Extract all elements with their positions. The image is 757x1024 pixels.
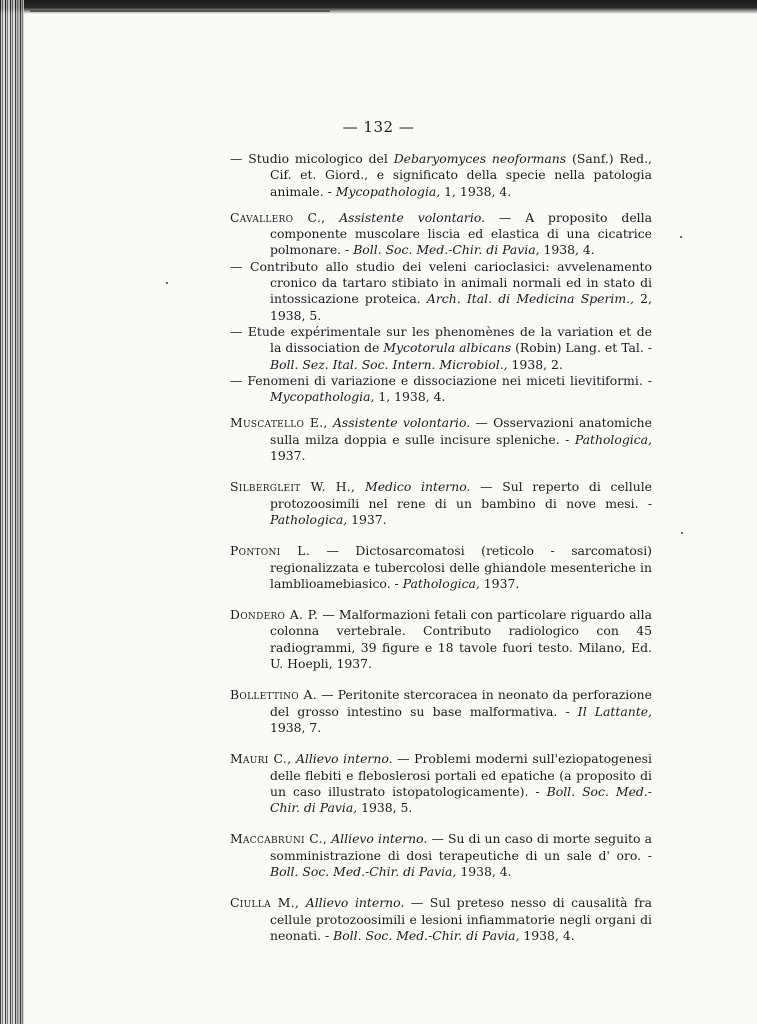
- author-name: Pontoni L.: [230, 543, 311, 559]
- entry-text: — Malformazioni fetali con particolare riguardo alla colonna vertebrale. Contributo radiologico con 45 radiogrammi, 39 figure e 18 tavole fuori testo. Milano, Ed. U. Hoepli, 1937.: [270, 607, 652, 672]
- list-item: [230, 831, 652, 880]
- entry-text: Studio micologico del: [248, 151, 394, 166]
- list-item: [230, 687, 652, 736]
- entry-text: 1937.: [270, 448, 306, 464]
- scan-speck: [681, 532, 683, 534]
- entry-text: (Sanf.) Red., Cif. et. Giord., e significato della specie nella patologia animale. -: [270, 151, 652, 199]
- entry-text: — Sul reperto di cellule protozoosimili nel rene di un bambino di nove mesi. -: [270, 479, 653, 511]
- entry-text: — Dictosarcomatosi (reticolo - sarcomatosi) regionalizzata e tubercolosi delle ghiandole mesenteriche in lamblioamebiasico. -: [270, 543, 652, 591]
- author-name: Dondero A. P.: [230, 607, 319, 623]
- entry-text: 2, 1938, 5.: [270, 291, 652, 323]
- list-item: [230, 607, 652, 672]
- author-name: Cavallero C.,: [230, 209, 326, 225]
- entry-text: 1938, 4.: [456, 863, 512, 879]
- journal-title: Arch. Ital. di Medicina Sperim.,: [426, 291, 634, 307]
- entry-text: — Peritonite stercoracea in neonato da perforazione del grosso intestino su base malformativa. -: [270, 687, 652, 719]
- list-item: [230, 479, 652, 528]
- entry-italic: Debaryomyces neoformans: [393, 151, 567, 166]
- entry-text: — Problemi moderni sull'eziopatogenesi delle flebiti e fleboslerosi portali ed epatiche (a proposito di un caso illustrato istopatologicamente). -: [270, 751, 652, 799]
- author-role: Medico interno.: [365, 479, 471, 495]
- entry-dash: —: [230, 258, 243, 274]
- author-name: Silbergleit W. H.,: [230, 479, 356, 495]
- entry-text: Contributo allo studio dei veleni carioclasici: avvelenamento cronico da tartaro stibiato in animali normali ed in stato di intossicazione proteica.: [249, 258, 652, 307]
- author-name: Mauri C.,: [230, 751, 292, 767]
- entry-text: 1937.: [347, 511, 387, 527]
- journal-title: Boll. Soc. Med.-Chir. di Pavia,: [270, 783, 652, 816]
- journal-title: Pathologica,: [402, 575, 480, 591]
- author-role: Allievo interno.: [331, 831, 428, 847]
- author-name: Muscatello E.,: [230, 415, 328, 431]
- list-item: [230, 543, 652, 592]
- journal-title: Il Lattante,: [577, 703, 652, 719]
- entry-text: 1938, 5.: [357, 800, 413, 816]
- journal-title: Boll. Sez. Ital. Soc. Intern. Microbiol.,: [270, 356, 508, 372]
- journal-title: Pathologica,: [574, 431, 652, 447]
- entry-dash: —: [230, 151, 243, 166]
- entry-text: — Su di un caso di morte seguito a somministrazione di dosi terapeutiche di un sale d' oro. -: [270, 831, 652, 863]
- entry-text: 1938, 2.: [507, 356, 563, 372]
- author-name: Ciulla M.,: [230, 895, 300, 911]
- author-role: Allievo interno.: [295, 751, 393, 767]
- author-role: Assistente volontario.: [339, 209, 486, 225]
- journal-title: Boll. Soc. Med.-Chir. di Pavia,: [270, 863, 457, 879]
- entry-italic: Mycotorula albicans: [383, 340, 512, 356]
- entry-text: — Osservazioni anatomiche sulla milza doppia e sulle incisure spleniche. -: [270, 415, 652, 447]
- journal-title: Boll. Soc. Med.-Chir. di Pavia,: [333, 927, 520, 943]
- entry-text: Etude expérimentale sur les phenomènes de la variation et de la dissociation de: [247, 323, 652, 356]
- journal-title: Boll. Soc. Med.-Chir. di Pavia,: [353, 242, 540, 258]
- journal-title: Mycopathologia,: [270, 389, 375, 405]
- entry-text: 1937.: [479, 575, 520, 591]
- author-role: Assistente volontario.: [332, 415, 471, 431]
- list-item: [230, 895, 652, 944]
- scan-speck: [680, 236, 682, 238]
- entry-text: (Robin) Lang. et Tal. -: [511, 340, 652, 356]
- publication-list: [230, 151, 652, 944]
- list-item: [230, 151, 652, 200]
- list-item: [230, 324, 652, 373]
- journal-title: Mycopathologia,: [335, 183, 441, 199]
- journal-title: Pathologica,: [270, 511, 348, 527]
- scan-binding-edge: [0, 0, 24, 1024]
- entry-dash: —: [230, 323, 243, 339]
- entry-text: Fenomeni di variazione e dissociazione nei miceti lievitiformi. -: [247, 372, 652, 388]
- list-item: [230, 373, 652, 406]
- scan-top-border: [0, 0, 757, 14]
- entry-text: 1938, 4.: [519, 927, 575, 943]
- entry-text: 1, 1938, 4.: [374, 389, 446, 405]
- scan-speck: [166, 282, 168, 284]
- entry-dash: —: [230, 372, 243, 388]
- list-item: [230, 415, 652, 464]
- entry-text: — A proposito della componente muscolare liscia ed elastica di una cicatrice polmonare. -: [270, 209, 652, 258]
- page-number: — 132 —: [342, 118, 415, 136]
- author-role: Allievo interno.: [305, 895, 405, 911]
- entry-text: 1938, 7.: [270, 719, 322, 735]
- entry-text: 1, 1938, 4.: [440, 183, 512, 199]
- entry-text: — Sul preteso nesso di causalità fra cellule protozoosimili e lesioni infiammatorie negli organi di neonati. -: [270, 895, 652, 943]
- author-name: Maccabruni C.,: [230, 831, 328, 847]
- entry-text: 1938, 4.: [539, 242, 595, 258]
- list-item: [230, 210, 652, 259]
- list-item: [230, 751, 652, 816]
- author-name: Bollettino A.: [230, 687, 317, 703]
- list-item: [230, 259, 652, 324]
